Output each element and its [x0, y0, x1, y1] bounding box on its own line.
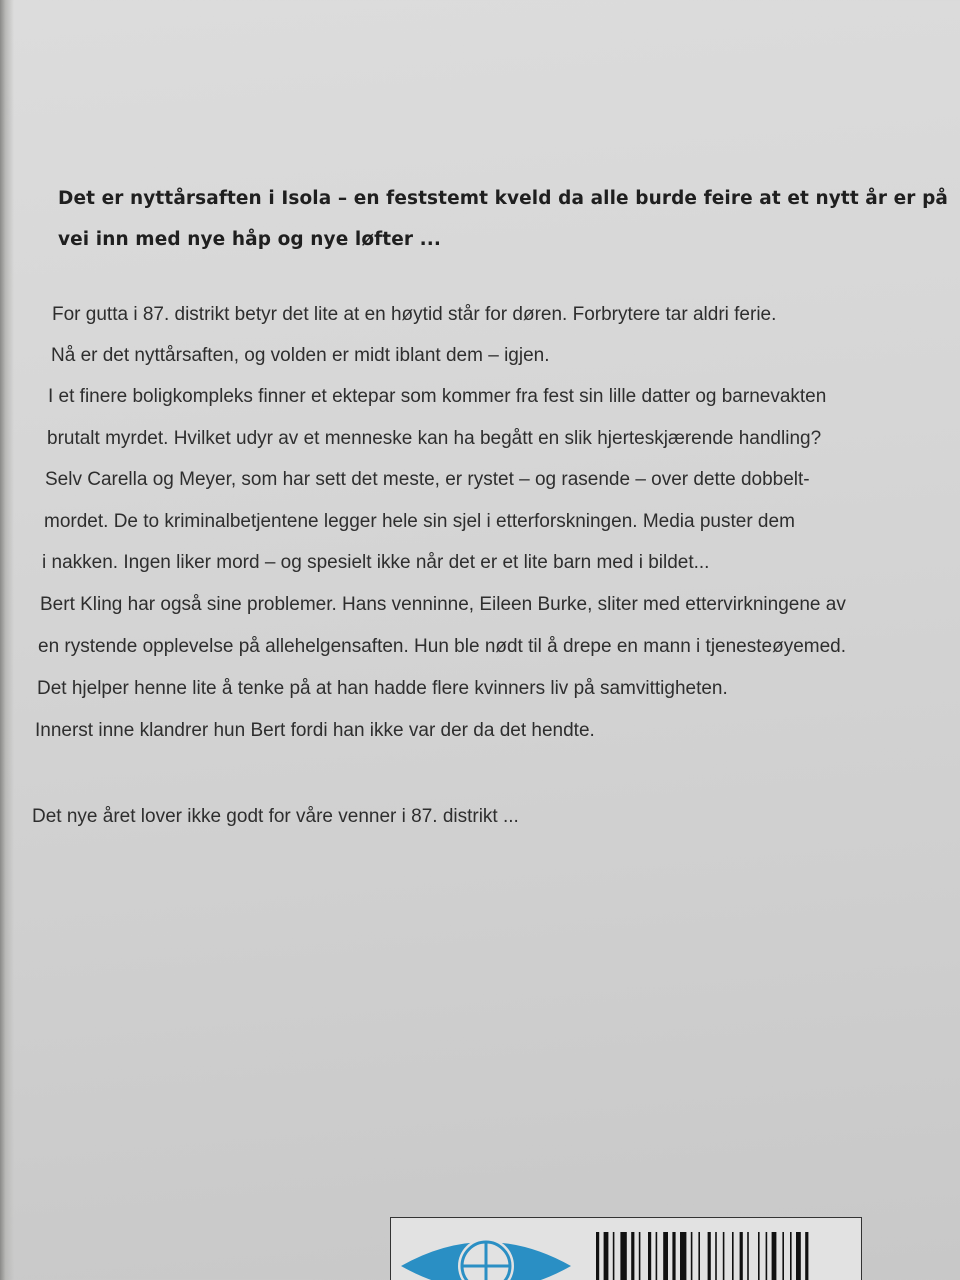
synopsis-line: Nå er det nyttårsaften, og volden er midt iblant dem – igjen. — [51, 345, 550, 366]
synopsis-line: en rystende opplevelse på allehelgensaften. Hun ble nødt til å drepe en mann i tjenesteøyemed. — [38, 636, 847, 657]
intro-line: vei inn med nye håp og nye løfter ... — [58, 229, 442, 250]
synopsis-line: i nakken. Ingen liker mord – og spesielt ikke når det er et lite barn med i bildet... — [42, 552, 710, 573]
closing-line: Det nye året lover ikke godt for våre venner i 87. distrikt ... — [32, 806, 519, 827]
barcode-panel — [390, 1217, 862, 1280]
synopsis-line: Bert Kling har også sine problemer. Hans venninne, Eileen Burke, sliter med ettervirkningene av — [40, 594, 846, 615]
synopsis-line: Innerst inne klandrer hun Bert fordi han ikke var der da det hendte. — [35, 720, 595, 741]
intro-blurb — [58, 178, 948, 260]
synopsis-line: For gutta i 87. distrikt betyr det lite at en høytid står for døren. Forbrytere tar aldri ferie. — [52, 304, 777, 325]
eye-crosshair-logo-icon — [401, 1224, 571, 1280]
synopsis-line: Selv Carella og Meyer, som har sett det meste, er rystet – og rasende – over dette dobbelt- — [45, 469, 810, 490]
intro-line: Det er nyttårsaften i Isola – en feststemt kveld da alle burde feire at et nytt år er på — [58, 188, 948, 209]
synopsis-line: mordet. De to kriminalbetjentene legger hele sin sjel i etterforskningen. Media puster dem — [44, 511, 795, 532]
synopsis-line: brutalt myrdet. Hvilket udyr av et menneske kan ha begått en slik hjerteskjærende handling? — [47, 428, 822, 449]
synopsis-line: I et finere boligkompleks finner et ektepar som kommer fra fest sin lille datter og barnevakten — [48, 386, 827, 407]
synopsis-line: Det hjelper henne lite å tenke på at han hadde flere kvinners liv på samvittigheten. — [37, 678, 728, 699]
barcode-icon — [596, 1232, 856, 1280]
